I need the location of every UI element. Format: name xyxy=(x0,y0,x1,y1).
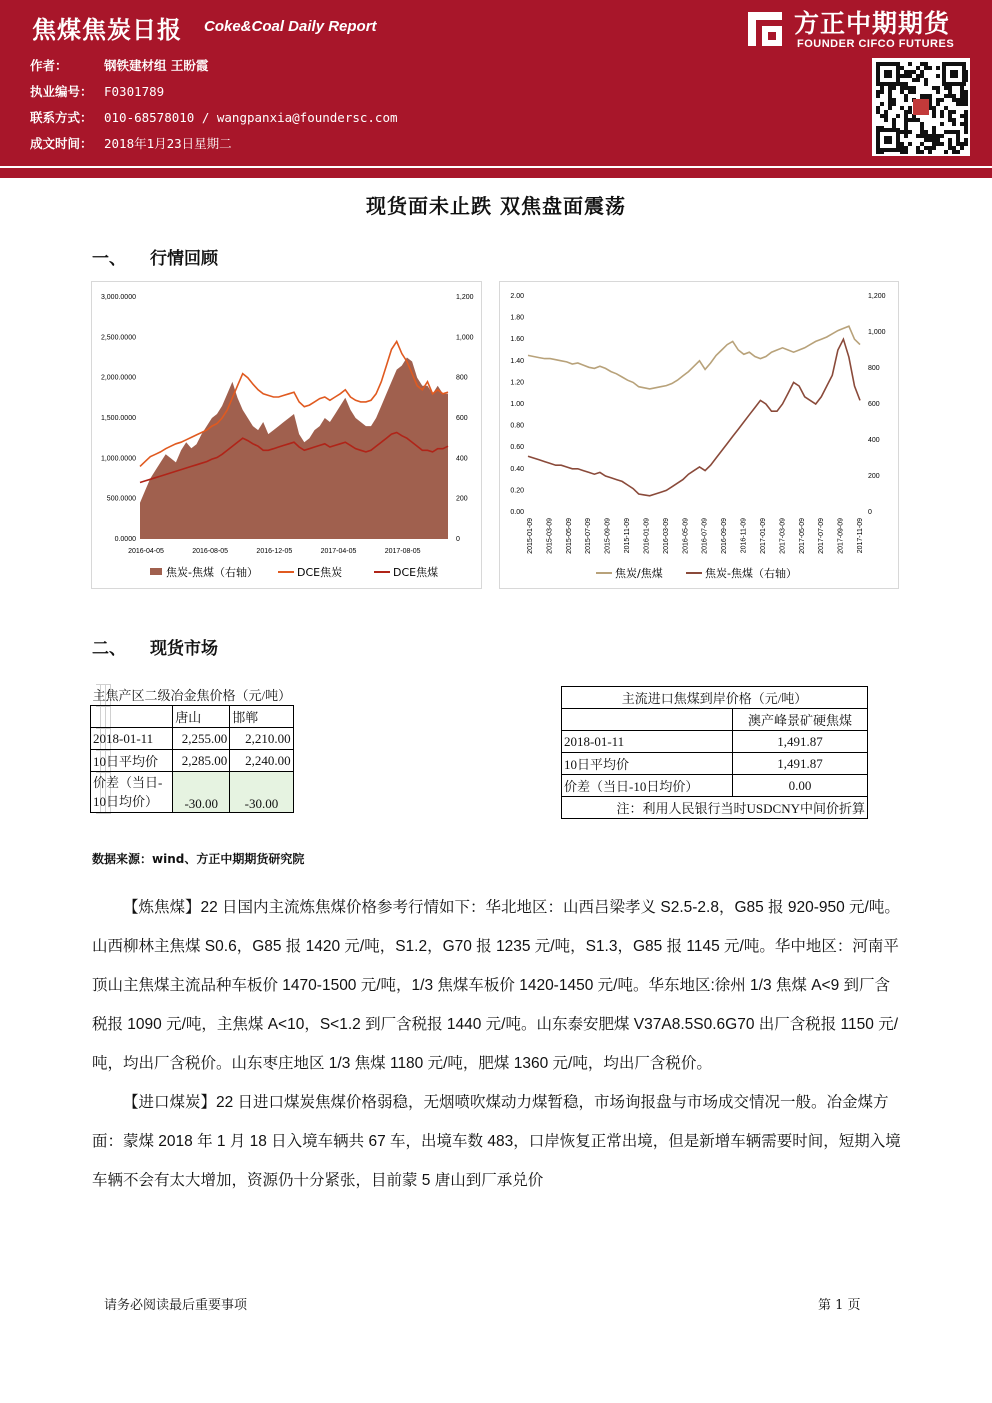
qr-module xyxy=(892,98,896,102)
y-left-tick-label: 1,500.0000 xyxy=(100,415,136,422)
qr-module xyxy=(936,134,940,138)
y-right-tick-label: 400 xyxy=(456,455,468,463)
qr-module xyxy=(940,98,944,102)
qr-module xyxy=(912,78,916,82)
qr-module xyxy=(960,122,964,126)
x-tick-label: 2015-03-09 xyxy=(546,518,554,554)
x-tick-label: 2016-01-09 xyxy=(643,518,651,554)
qr-center-logo xyxy=(913,99,929,115)
qr-module xyxy=(920,130,924,134)
qr-module xyxy=(924,138,928,142)
meta-date: 成文时间： 2018年1月23日星期二 xyxy=(30,136,232,151)
table-cell: 0.00 xyxy=(733,775,868,797)
qr-module xyxy=(916,150,920,154)
qr-module xyxy=(916,66,920,70)
qr-module xyxy=(956,150,960,154)
table-cell: -30.00 xyxy=(173,772,230,813)
qr-module xyxy=(952,94,956,98)
footer-page-number: 第 1 页 xyxy=(818,1298,861,1313)
qr-module xyxy=(936,102,940,106)
qr-module xyxy=(948,86,952,90)
x-tick-label: 2016-12-05 xyxy=(256,548,293,555)
x-tick-label: 2016-05-09 xyxy=(682,518,690,554)
paragraph-import-coal: 【进口煤炭】22 日进口煤炭焦煤价格弱稳，无烟喷吹煤动力煤暂稳，市场询报盘与市场成交情况一般。冶金煤方面：蒙煤 2018 年 1 月 18 日入境车辆共 67 车，出境车数 483，口岸恢复正常出境，但是新增车辆需要时间，短期入境车辆不会有太大增加，资源仍十分紧张，目前蒙 5 唐山到厂承兑价 xyxy=(92,1094,901,1189)
y-right-tick-label: 600 xyxy=(868,401,880,408)
qr-module xyxy=(908,90,912,94)
qr-module xyxy=(960,146,964,150)
qr-module xyxy=(944,130,948,134)
x-tick-label: 2015-09-09 xyxy=(604,518,612,554)
table-row-label: 10日平均价 xyxy=(91,750,173,772)
x-tick-label: 2016-11-09 xyxy=(740,518,748,554)
qr-module xyxy=(916,118,920,122)
qr-module xyxy=(904,126,908,130)
header-bottom-bar xyxy=(0,168,992,178)
qr-module xyxy=(932,142,936,146)
qr-module xyxy=(900,106,904,110)
x-tick-label: 2017-08-05 xyxy=(384,548,421,555)
qr-module xyxy=(952,150,956,154)
qr-module xyxy=(928,94,932,98)
qr-module xyxy=(904,82,908,86)
qr-module xyxy=(960,94,964,98)
qr-module xyxy=(880,102,884,106)
qr-module xyxy=(932,110,936,114)
qr-module xyxy=(964,126,968,130)
qr-module xyxy=(932,138,936,142)
qr-module xyxy=(940,122,944,126)
document-title: 现货面未止跌 双焦盘面震荡 xyxy=(366,194,626,218)
qr-module xyxy=(948,114,952,118)
qr-module xyxy=(936,98,940,102)
qr-module xyxy=(924,62,928,66)
qr-module xyxy=(904,130,908,134)
table-row-label: 价差（当日- 10日均价） xyxy=(91,772,173,813)
meta-contact: 联系方式： 010-68578010 / wangpanxia@foundersc.com xyxy=(30,110,398,125)
qr-module xyxy=(908,74,912,78)
table-cell: 1,491.87 xyxy=(733,731,868,753)
y-left-tick-label: 0.0000 xyxy=(114,536,136,543)
y-left-tick-label: 0.60 xyxy=(510,444,524,452)
qr-module xyxy=(896,114,900,118)
y-right-tick-label: 800 xyxy=(868,365,880,372)
qr-module xyxy=(892,86,896,90)
qr-module xyxy=(932,114,936,118)
x-tick-label: 2016-09-09 xyxy=(721,518,729,554)
qr-module xyxy=(904,150,908,154)
qr-module xyxy=(908,130,912,134)
y-right-tick-label: 0 xyxy=(868,509,872,516)
qr-module xyxy=(964,122,968,126)
qr-module xyxy=(880,90,884,94)
data-source: 数据来源：wind、方正中期期货研究院 xyxy=(92,852,305,866)
qr-module xyxy=(920,150,924,154)
qr-module xyxy=(924,82,928,86)
qr-module xyxy=(948,138,952,142)
qr-module xyxy=(940,142,944,146)
x-tick-label: 2017-01-09 xyxy=(759,518,767,554)
table-row-label: 10日平均价 xyxy=(562,753,733,775)
qr-module xyxy=(964,94,968,98)
qr-module xyxy=(920,70,924,74)
chart-coke-coal-ratio xyxy=(499,281,899,589)
table-cell: -30.00 xyxy=(230,772,293,813)
qr-module xyxy=(956,134,960,138)
x-tick-label: 2015-11-09 xyxy=(624,518,632,554)
qr-module xyxy=(936,66,940,70)
qr-module xyxy=(884,118,888,122)
qr-module xyxy=(952,130,956,134)
y-left-tick-label: 1.20 xyxy=(510,379,524,387)
qr-module xyxy=(928,146,932,150)
table-cell: 2,285.00 xyxy=(173,750,230,772)
qr-module xyxy=(952,118,956,122)
y-left-tick-label: 2,000.0000 xyxy=(100,374,136,382)
qr-module xyxy=(920,62,924,66)
qr-module xyxy=(912,90,916,94)
y-right-tick-label: 200 xyxy=(456,495,468,503)
qr-module xyxy=(956,102,960,106)
brand-name-cn: 方正中期期货 xyxy=(794,9,951,38)
qr-module xyxy=(876,90,880,94)
qr-module xyxy=(960,86,964,90)
qr-module xyxy=(904,114,908,118)
qr-module xyxy=(964,90,968,94)
x-tick-label: 2017-03-09 xyxy=(779,518,787,554)
qr-module xyxy=(920,134,924,138)
table-left-title: 主焦产区二级冶金焦价格（元/吨） xyxy=(91,684,294,706)
qr-module xyxy=(936,138,940,142)
qr-module xyxy=(948,130,952,134)
legend-swatch xyxy=(150,568,162,575)
table-row-label: 2018-01-11 xyxy=(562,731,733,753)
qr-module xyxy=(908,110,912,114)
y-left-tick-label: 1.00 xyxy=(510,401,524,408)
qr-module xyxy=(888,94,892,98)
qr-module xyxy=(956,98,960,102)
qr-module xyxy=(924,134,928,138)
qr-module xyxy=(904,70,908,74)
qr-module xyxy=(932,126,936,130)
qr-module xyxy=(944,94,948,98)
qr-module xyxy=(924,146,928,150)
qr-module xyxy=(908,62,912,66)
qr-module xyxy=(928,66,932,70)
qr-module xyxy=(924,66,928,70)
qr-module xyxy=(904,74,908,78)
qr-module xyxy=(876,106,880,110)
y-right-tick-label: 200 xyxy=(868,473,880,480)
qr-module xyxy=(900,146,904,150)
qr-module xyxy=(892,122,896,126)
y-left-tick-label: 0.40 xyxy=(510,465,524,473)
qr-module xyxy=(920,122,924,126)
qr-module xyxy=(888,90,892,94)
qr-module xyxy=(948,142,952,146)
qr-finder xyxy=(950,70,958,78)
qr-module xyxy=(944,150,948,154)
qr-module xyxy=(940,134,944,138)
qr-module xyxy=(924,94,928,98)
qr-module xyxy=(904,118,908,122)
qr-module xyxy=(916,74,920,78)
y-left-tick-label: 1.40 xyxy=(510,357,524,365)
qr-module xyxy=(960,98,964,102)
series-area-0 xyxy=(140,358,448,540)
qr-module xyxy=(900,130,904,134)
section-heading-1: 一、 行情回顾 xyxy=(92,249,218,269)
table-left-col-tangshan: 唐山 xyxy=(173,706,230,728)
qr-module xyxy=(964,118,968,122)
qr-module xyxy=(932,130,936,134)
qr-finder xyxy=(884,70,892,78)
y-left-tick-label: 3,000.0000 xyxy=(100,294,136,301)
qr-module xyxy=(880,114,884,118)
qr-module xyxy=(888,98,892,102)
x-tick-label: 2015-01-09 xyxy=(527,518,534,554)
qr-module xyxy=(964,138,968,142)
qr-module xyxy=(884,114,888,118)
legend-label: DCE焦炭 xyxy=(297,566,343,579)
series-line-0 xyxy=(528,326,860,389)
qr-module xyxy=(936,74,940,78)
footer-disclaimer: 请务必阅读最后重要事项 xyxy=(104,1298,248,1313)
qr-module xyxy=(960,90,964,94)
qr-module xyxy=(880,86,884,90)
qr-module xyxy=(900,86,904,90)
brand-name-en: FOUNDER CIFCO FUTURES xyxy=(797,38,955,50)
y-left-tick-label: 500.0000 xyxy=(106,495,136,503)
qr-finder xyxy=(884,136,892,144)
y-left-tick-label: 2,500.0000 xyxy=(100,334,136,342)
y-right-tick-label: 1,000 xyxy=(868,329,886,336)
table-right-title: 主流进口焦煤到岸价格（元/吨） xyxy=(562,687,868,709)
qr-module xyxy=(904,146,908,150)
y-right-tick-label: 800 xyxy=(456,374,468,382)
qr-module xyxy=(936,90,940,94)
qr-module xyxy=(904,98,908,102)
table-cell: 2,210.00 xyxy=(230,728,293,750)
qr-module xyxy=(920,142,924,146)
qr-module xyxy=(932,86,936,90)
qr-module xyxy=(936,142,940,146)
qr-module xyxy=(960,102,964,106)
meta-author: 作者： 钢铁建材组 王盼霞 xyxy=(30,58,209,73)
qr-module xyxy=(940,114,944,118)
qr-module xyxy=(960,142,964,146)
qr-module xyxy=(904,122,908,126)
qr-module xyxy=(964,130,968,134)
brand-logo-icon xyxy=(746,10,784,48)
x-tick-label: 2016-03-09 xyxy=(662,518,670,554)
y-left-tick-label: 0.00 xyxy=(510,509,524,516)
qr-module xyxy=(960,114,964,118)
qr-module xyxy=(928,138,932,142)
qr-module xyxy=(876,94,880,98)
x-tick-label: 2017-11-09 xyxy=(857,518,864,554)
qr-module xyxy=(948,94,952,98)
section-heading-2: 二、 现货市场 xyxy=(92,639,218,659)
qr-module xyxy=(884,110,888,114)
qr-module xyxy=(900,150,904,154)
y-right-tick-label: 1,200 xyxy=(456,294,474,301)
x-tick-label: 2016-07-09 xyxy=(701,518,709,554)
qr-module xyxy=(952,110,956,114)
table-right-note: 注：利用人民银行当时USDCNY中间价折算 xyxy=(562,797,868,819)
qr-module xyxy=(964,102,968,106)
qr-module xyxy=(964,98,968,102)
qr-module xyxy=(920,126,924,130)
qr-module xyxy=(908,86,912,90)
qr-module xyxy=(912,118,916,122)
qr-module xyxy=(956,130,960,134)
qr-module xyxy=(948,146,952,150)
qr-module xyxy=(888,86,892,90)
qr-module xyxy=(916,134,920,138)
qr-module xyxy=(924,78,928,82)
x-tick-label: 2017-09-09 xyxy=(837,518,845,554)
qr-module xyxy=(932,106,936,110)
qr-module xyxy=(904,86,908,90)
y-left-tick-label: 0.20 xyxy=(510,487,524,495)
qr-module xyxy=(904,94,908,98)
table-right-col: 澳产峰景矿硬焦煤 xyxy=(733,709,868,731)
table-import-coal xyxy=(561,686,868,819)
qr-module xyxy=(912,86,916,90)
qr-module xyxy=(928,134,932,138)
qr-module xyxy=(888,106,892,110)
qr-module xyxy=(952,146,956,150)
table-left-col-handan: 邯郸 xyxy=(230,706,293,728)
qr-module xyxy=(900,142,904,146)
qr-module xyxy=(908,142,912,146)
qr-module xyxy=(904,110,908,114)
qr-module xyxy=(924,130,928,134)
y-right-tick-label: 1,200 xyxy=(868,293,886,300)
qr-module xyxy=(904,134,908,138)
qr-module xyxy=(952,98,956,102)
x-tick-label: 2015-07-09 xyxy=(585,518,593,554)
qr-module xyxy=(944,106,948,110)
y-right-tick-label: 400 xyxy=(868,437,880,444)
qr-module xyxy=(944,86,948,90)
qr-code-icon xyxy=(872,58,970,156)
x-tick-label: 2017-04-05 xyxy=(320,548,357,555)
qr-module xyxy=(908,106,912,110)
qr-module xyxy=(948,90,952,94)
qr-module xyxy=(948,118,952,122)
x-tick-label: 2015-05-09 xyxy=(565,518,573,554)
qr-module xyxy=(876,110,880,114)
y-left-tick-label: 2.00 xyxy=(510,293,524,300)
y-left-tick-label: 1,000.0000 xyxy=(100,455,136,463)
table-cell: 2,255.00 xyxy=(173,728,230,750)
qr-module xyxy=(964,142,968,146)
qr-module xyxy=(892,102,896,106)
y-left-tick-label: 1.80 xyxy=(510,314,524,322)
legend-label: DCE焦煤 xyxy=(393,566,439,579)
qr-module xyxy=(932,134,936,138)
y-right-tick-label: 1,000 xyxy=(456,334,474,342)
qr-module xyxy=(936,86,940,90)
qr-module xyxy=(900,90,904,94)
table-cell: 1,491.87 xyxy=(733,753,868,775)
qr-module xyxy=(948,110,952,114)
y-right-tick-label: 600 xyxy=(456,415,468,422)
legend-label: 焦炭/焦煤 xyxy=(615,567,663,580)
qr-module xyxy=(928,150,932,154)
qr-module xyxy=(956,142,960,146)
qr-module xyxy=(888,102,892,106)
table-row-label: 价差（当日-10日均价） xyxy=(562,775,733,797)
chart-2-plot xyxy=(500,282,898,588)
qr-module xyxy=(916,146,920,150)
legend-label: 焦炭-焦煤（右轴） xyxy=(166,566,258,579)
legend-label: 焦炭-焦煤（右轴） xyxy=(705,567,797,580)
x-tick-label: 2017-05-09 xyxy=(798,518,806,554)
y-right-tick-label: 0 xyxy=(456,536,460,543)
qr-module xyxy=(920,74,924,78)
y-left-tick-label: 1.60 xyxy=(510,336,524,344)
qr-module xyxy=(892,118,896,122)
x-tick-label: 2017-07-09 xyxy=(818,518,826,554)
table-row-label: 2018-01-11 xyxy=(91,728,173,750)
qr-module xyxy=(908,70,912,74)
report-title-en: Coke&Coal Daily Report xyxy=(204,18,377,35)
x-tick-label: 2016-04-05 xyxy=(128,548,164,555)
chart-coke-coal-price xyxy=(91,281,482,589)
qr-module xyxy=(940,110,944,114)
qr-module xyxy=(964,114,968,118)
table-cell: 2,240.00 xyxy=(230,750,293,772)
qr-module xyxy=(900,82,904,86)
qr-module xyxy=(900,66,904,70)
qr-module xyxy=(908,118,912,122)
qr-module xyxy=(932,146,936,150)
y-left-tick-label: 0.80 xyxy=(510,422,524,430)
qr-module xyxy=(956,138,960,142)
paragraph-coking-coal: 【炼焦煤】22 日国内主流炼焦煤价格参考行情如下：华北地区：山西吕梁孝义 S2.5-2.8，G85 报 920-950 元/吨。山西柳林主焦煤 S0.6，G85 报 1420 元/吨，S1.2，G70 报 1235 元/吨，S1.3，G85 报 1145 元/吨。华中地区：河南平顶山主焦煤主流品种车板价 1470-1500 元/吨，1/3 焦煤车板价 1420-1450 元/吨。华东地区:徐州 1/3 焦煤 A<9 到厂含税报 1090 元/吨，主焦煤 A<10，S<1.2 到厂含税报 1440 元/吨。山东泰安肥煤 V37A8.5S0.6G70 出厂含税报 1150 元/吨，均出厂含税价。山东枣庄地区 1/3 焦煤 1180 元/吨，肥煤 1360 元/吨，均出厂含税价。 xyxy=(92,899,900,1072)
chart-1-plot xyxy=(92,282,481,588)
qr-module xyxy=(912,70,916,74)
qr-module xyxy=(916,78,920,82)
meta-license: 执业编号： F0301789 xyxy=(30,84,165,99)
qr-module xyxy=(964,110,968,114)
x-tick-label: 2016-08-05 xyxy=(192,548,229,555)
body-text xyxy=(92,888,902,1200)
qr-module xyxy=(920,94,924,98)
qr-module xyxy=(900,74,904,78)
report-title-cn: 焦煤焦炭日报 xyxy=(32,16,182,44)
qr-module xyxy=(952,122,956,126)
